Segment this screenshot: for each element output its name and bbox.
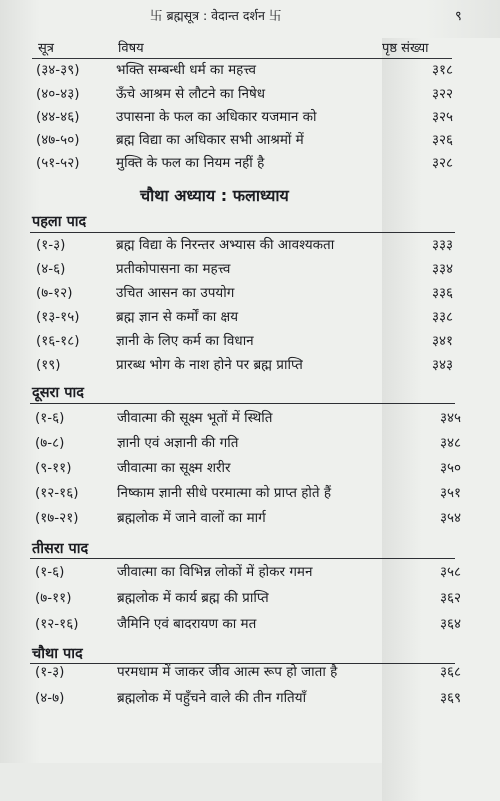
- sutra-range: (९-११): [35, 460, 72, 476]
- toc-entry: [0, 355, 500, 379]
- entry-title: ब्रह्मलोक में कार्य ब्रह्म की प्राप्ति: [117, 590, 269, 606]
- entry-title: मुक्ति के फल का नियम नहीं है: [116, 155, 265, 171]
- entry-title: ब्रह्मलोक में जाने वालों का मार्ग: [117, 510, 266, 526]
- sutra-range: (७-८): [35, 435, 65, 451]
- entry-title: जैमिनि एवं बादरायण का मत: [117, 616, 257, 632]
- sutra-range: (७-११): [35, 590, 72, 606]
- toc-entry: [0, 508, 500, 532]
- entry-title: उपासना के फल का अधिकार यजमान को: [116, 109, 317, 125]
- toc-entry: [0, 688, 500, 712]
- entry-title: जीवात्मा की सूक्ष्म भूतों में स्थिति: [117, 410, 273, 426]
- entry-page: ३३६: [432, 285, 454, 301]
- toc-entry: [0, 433, 500, 457]
- entry-page: ३६४: [440, 616, 462, 632]
- section-heading: पहला पाद: [32, 214, 87, 230]
- entry-title: ज्ञानी एवं अज्ञानी की गति: [117, 435, 239, 451]
- toc-entry: [0, 662, 500, 686]
- entry-title: ब्रह्म विद्या के निरन्तर अभ्यास की आवश्यकता: [116, 237, 335, 253]
- entry-title: ऊँचे आश्रम से लौटने का निषेध: [116, 86, 266, 102]
- entry-page: ३४१: [432, 333, 454, 349]
- sutra-range: (४७-५०): [36, 132, 80, 148]
- entry-title: ज्ञानी के लिए कर्म का विधान: [116, 333, 254, 349]
- entry-title: जीवात्मा का विभिन्न लोकों में होकर गमन: [117, 564, 313, 580]
- sutra-range: (१-३): [36, 237, 66, 253]
- running-head: [0, 6, 500, 28]
- toc-entry: [0, 60, 500, 84]
- sutra-range: (४०-४३): [36, 86, 80, 102]
- sutra-range: (४-६): [36, 261, 66, 277]
- header-rule: [32, 58, 452, 59]
- toc-entry: [0, 235, 500, 259]
- sutra-range: (१३-१५): [36, 309, 80, 325]
- entry-title: परमधाम में जाकर जीव आत्म रूप हो जाता है: [117, 664, 338, 680]
- sutra-range: (१७-२१): [35, 510, 79, 526]
- toc-entry: [0, 259, 500, 283]
- entry-title: निष्काम ज्ञानी सीधे परमात्मा को प्राप्त होते हैं: [117, 485, 332, 501]
- toc-entry: [0, 153, 500, 177]
- toc-entry: [0, 84, 500, 108]
- section-heading: चौथा पाद: [32, 646, 83, 662]
- toc-entry: [0, 483, 500, 507]
- entry-page: ३६८: [440, 664, 462, 680]
- page-number: ९: [455, 9, 462, 24]
- entry-page: ३४५: [440, 410, 462, 426]
- toc-entry: [0, 331, 500, 355]
- sutra-range: (१-६): [35, 564, 65, 580]
- toc-entry: [0, 614, 500, 638]
- sutra-range: (१-३): [35, 664, 65, 680]
- running-title: 卐 ब्रह्मसूत्र : वेदान्त दर्शन 卐: [150, 8, 282, 23]
- entry-page: ३५४: [440, 510, 462, 526]
- sutra-range: (३४-३९): [36, 62, 80, 78]
- entry-title: ब्रह्म ज्ञान से कर्मों का क्षय: [116, 309, 239, 325]
- toc-entry: [0, 307, 500, 331]
- entry-page: ३१८: [432, 62, 454, 78]
- toc-entry: [0, 107, 500, 131]
- column-header-page: पृष्ठ संख्या: [382, 38, 500, 801]
- section-heading: तीसरा पाद: [32, 541, 89, 557]
- entry-page: ३५८: [440, 564, 462, 580]
- toc-entry: [0, 408, 500, 432]
- toc-entry: [0, 283, 500, 307]
- entry-title: उचित आसन का उपयोग: [116, 285, 235, 301]
- entry-title: भक्ति सम्बन्धी धर्म का महत्त्व: [116, 62, 257, 78]
- entry-page: ३२८: [432, 155, 454, 171]
- sutra-range: (१६-१८): [36, 333, 80, 349]
- sutra-range: (५१-५२): [36, 155, 80, 171]
- entry-page: ३५१: [440, 485, 462, 501]
- section-rule: [30, 403, 455, 404]
- entry-page: ३६९: [440, 690, 462, 706]
- entry-page: ३२२: [432, 86, 454, 102]
- entry-title: ब्रह्मलोक में पहुँचने वाले की तीन गतियाँ: [117, 690, 307, 706]
- entry-page: ३२५: [432, 109, 454, 125]
- sutra-range: (४-७): [35, 690, 65, 706]
- entry-page: ३४३: [432, 357, 454, 373]
- section-rule: [30, 232, 455, 233]
- entry-page: ३३८: [432, 309, 454, 325]
- entry-page: ३२६: [432, 132, 454, 148]
- entry-title: प्रतीकोपासना का महत्त्व: [116, 261, 231, 277]
- sutra-range: (१-६): [35, 410, 65, 426]
- entry-title: प्रारब्ध भोग के नाश होने पर ब्रह्म प्राप्ति: [116, 357, 303, 373]
- entry-title: जीवात्मा का सूक्ष्म शरीर: [117, 460, 231, 476]
- section-heading: दूसरा पाद: [32, 385, 84, 401]
- entry-page: ३४८: [440, 435, 462, 451]
- entry-title: ब्रह्म विद्या का अधिकार सभी आश्रमों में: [116, 132, 304, 148]
- entry-page: ३३३: [432, 237, 454, 253]
- sutra-range: (७-१२): [36, 285, 73, 301]
- sutra-range: (१९): [36, 357, 61, 373]
- toc-entry: [0, 458, 500, 482]
- sutra-range: (१२-१६): [35, 485, 79, 501]
- toc-entry: [0, 562, 500, 586]
- column-header-sutra: सूत्र: [38, 41, 54, 56]
- entry-page: ३३४: [432, 261, 454, 277]
- chapter-title: चौथा अध्याय : फलाध्याय: [140, 186, 289, 205]
- toc-entry: [0, 588, 500, 612]
- entry-page: ३५०: [440, 460, 462, 476]
- section-rule: [30, 558, 455, 559]
- entry-page: ३६२: [440, 590, 462, 606]
- sutra-range: (४४-४६): [36, 109, 80, 125]
- sutra-range: (१२-१६): [35, 616, 79, 632]
- toc-entry: [0, 130, 500, 154]
- column-header-vishay: विषय: [118, 41, 144, 56]
